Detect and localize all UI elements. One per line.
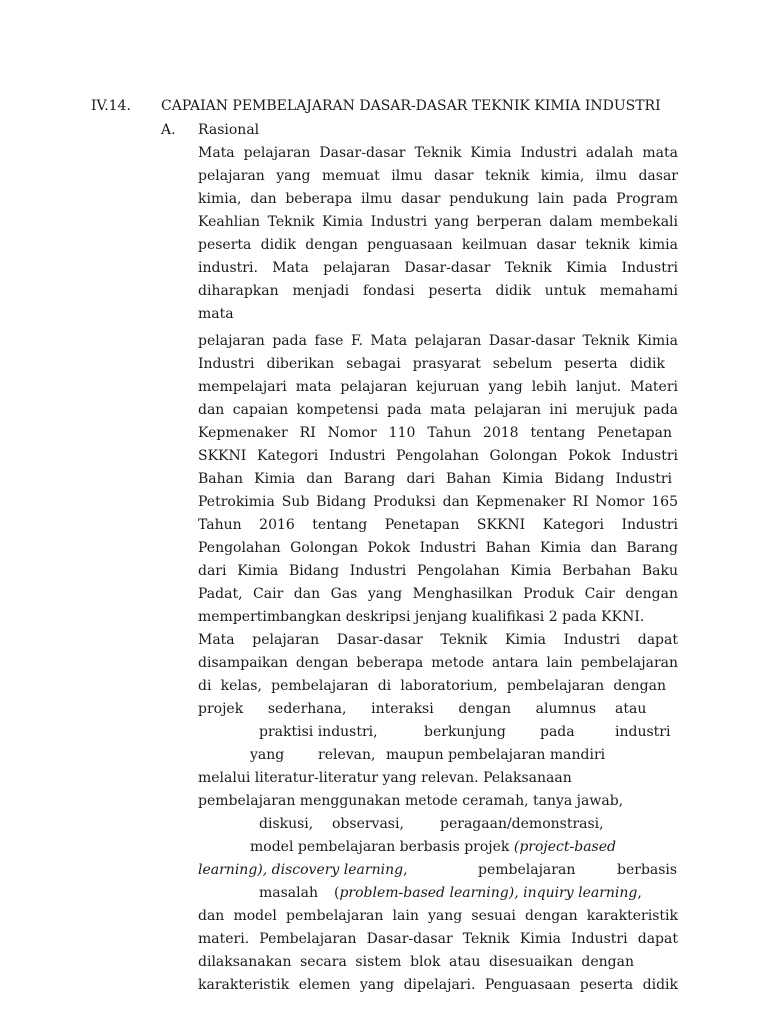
paragraph-line: Mata pelajaran Dasar-dasar Teknik Kimia Industri adalah mata [198,145,678,161]
paragraph-word: masalah [259,885,318,901]
paragraph-line: dan capaian kompetensi pada mata pelajaran ini merujuk pada [198,402,678,418]
paragraph-line: karakteristik elemen yang dipelajari. Penguasaan peserta didik [198,977,678,993]
paragraph-word: yang [250,747,285,763]
paragraph-word: observasi, [332,816,404,832]
paragraph-line: Industri diberikan sebagai prasyarat sebelum peserta didik [198,356,665,372]
paragraph-line: mempertimbangkan deskripsi jenjang kualifikasi 2 pada KKNI. [198,609,645,625]
paragraph-word: pembelajaran [478,862,576,878]
paragraph-word: maupun pembelajaran mandiri [386,747,606,763]
italic-term: learning), discovery learning [198,862,404,878]
paragraph-line: kimia, dan beberapa ilmu dasar pendukung lain pada Program [198,191,678,207]
paragraph-word: pada [540,724,575,740]
paragraph-word: industri [615,724,671,740]
paragraph-line-start: model pembelajaran berbasis projek (project-based [250,839,616,855]
section-number: IV.14. [91,98,131,114]
italic-term: (project-based [513,839,616,855]
paragraph-line: dilaksanakan secara sistem blok atau disesuaikan dengan [198,954,634,970]
paragraph-line: projek sederhana, interaksi dengan alumnus [198,701,596,717]
paragraph-line: di kelas, pembelajaran di laboratorium, pembelajaran dengan [198,678,666,694]
section-title: CAPAIAN PEMBELAJARAN DASAR-DASAR TEKNIK KIMIA INDUSTRI [161,98,661,114]
paragraph-word: berkunjung [424,724,506,740]
paragraph-line: peserta didik dengan penguasaan keilmuan dasar teknik kimia [198,237,678,253]
paragraph-line: disampaikan dengan beberapa metode antara lain pembelajaran [198,655,678,671]
paragraph-line-start: learning), discovery learning, [198,862,408,878]
paragraph-line: Padat, Cair dan Gas yang Menghasilkan Produk Cair dengan [198,586,678,602]
paragraph-line: Tahun 2016 tentang Penetapan SKKNI Kategori Industri [198,517,678,533]
subsection-letter: A. [161,122,176,138]
paragraph-line: pelajaran pada fase F. Mata pelajaran Dasar-dasar Teknik Kimia [198,333,678,349]
paragraph-line: dari Kimia Bidang Industri Pengolahan Kimia Berbahan Baku [198,563,678,579]
paragraph-word: peragaan/demonstrasi, [440,816,604,832]
paragraph-line: mempelajari mata pelajaran kejuruan yang lebih lanjut. Materi [198,379,678,395]
paragraph-line: materi. Pembelajaran Dasar-dasar Teknik Kimia Industri dapat [198,931,678,947]
paragraph-word: praktisi industri, [259,724,378,740]
paragraph-line: Kepmenaker RI Nomor 110 Tahun 2018 tentang Penetapan [198,425,672,441]
paragraph-word: diskusi, [259,816,314,832]
paragraph-line: industri. Mata pelajaran Dasar-dasar Teknik Kimia Industri [198,260,678,276]
subsection-title: Rasional [198,122,260,138]
paragraph-line: Petrokimia Sub Bidang Produksi dan Kepmenaker RI Nomor 165 [198,494,678,510]
paragraph-line: Mata pelajaran Dasar-dasar Teknik Kimia Industri dapat [198,632,678,648]
paragraph-line: melalui literatur-literatur yang relevan. Pelaksanaan [198,770,572,786]
paragraph-line: Bahan Kimia dan Barang dari Bahan Kimia Bidang Industri [198,471,672,487]
paragraph-line: Pengolahan Golongan Pokok Industri Bahan Kimia dan Barang [198,540,678,556]
paragraph-line: diharapkan menjadi fondasi peserta didik untuk memahami [198,283,678,299]
italic-term: problem-based learning), inquiry learning [339,885,638,901]
paragraph-line: mata [198,306,234,322]
paragraph-line: pelajaran yang memuat ilmu dasar teknik kimia, ilmu dasar [198,168,678,184]
paragraph-line-end: (problem-based learning), inquiry learning, [334,885,642,901]
paragraph-line: Keahlian Teknik Kimia Industri yang berperan dalam membekali [198,214,678,230]
paragraph-line: SKKNI Kategori Industri Pengolahan Golongan Pokok Industri [198,448,678,464]
paragraph-word: berbasis [617,862,678,878]
paragraph-word: relevan, [318,747,376,763]
paragraph-line: dan model pembelajaran lain yang sesuai dengan karakteristik [198,908,678,924]
paragraph-line: pembelajaran menggunakan metode ceramah, tanya jawab, [198,793,624,809]
paragraph-word: atau [615,701,647,717]
